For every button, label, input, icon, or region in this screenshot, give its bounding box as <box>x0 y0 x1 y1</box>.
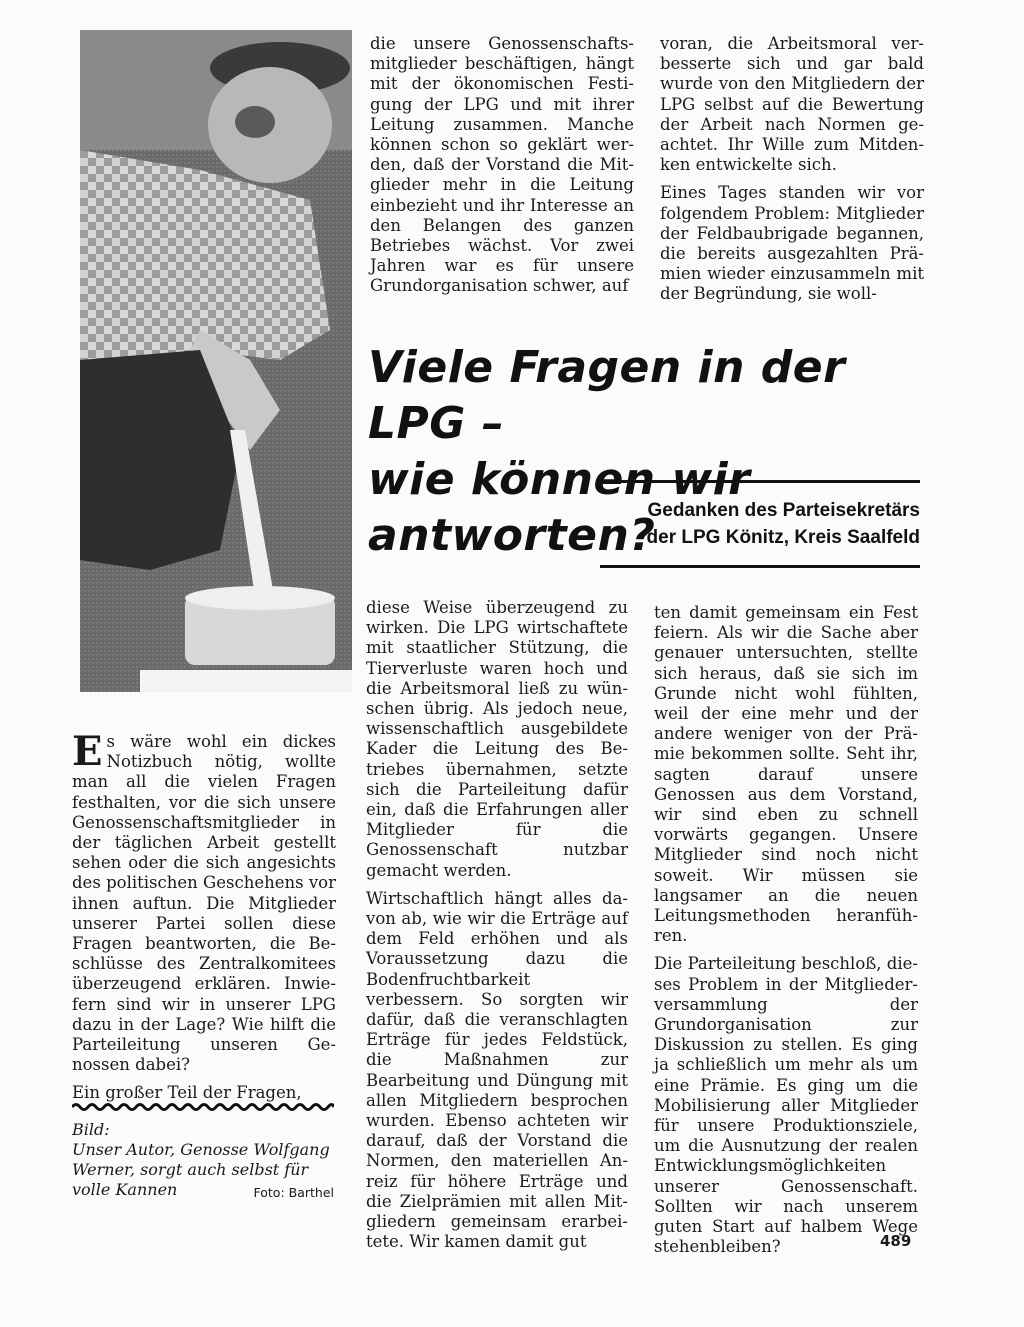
photo-illustration <box>80 30 352 692</box>
caption-label: Bild: <box>72 1120 110 1139</box>
headline-line-2: wie können wir antworten? <box>368 454 751 561</box>
top-right-column <box>660 34 924 313</box>
headline-line-1: Viele Fragen in der LPG – <box>368 342 846 449</box>
text-paragraph: voran, die Arbeitsmoral verbesserte sich und gar bald wurde von den Mitgliedern der LPG selbst auf die Bewertung der Arbeit nach Normen geachtet. Ihr Wille zum Mitdenken entwickelte sich. <box>660 34 924 175</box>
wavy-divider <box>72 1102 334 1112</box>
text-paragraph: Wirtschaftlich hängt alles davon ab, wie wir die Erträge auf dem Feld erhöhen und als Voraussetzung dazu die Bodenfruchtbarkeit verbessern. So sorgten wir dafür, daß die veranschlagten Erträge für jedes Feldstück, die Maßnahmen zur Bearbeitung und Düngung mit allen Mitgliedern besprochen wurden. Ebenso achteten wir darauf, daß der Vorstand die Normen, den materiellen Anreiz für höhere Erträge und die Zielprämien mit allen Mitgliedern gemeinsam erarbeitete. Wir kamen damit gut <box>366 888 628 1252</box>
text-paragraph: diese Weise überzeugend zu wirken. Die LPG wirtschaftete mit staatlicher Stützung, die Tierverluste waren hoch und die Arbeitsmoral ließ zu wünschen übrig. Als jedoch neue, wissenschaftlich ausgebildete Kader die Leitung des Betriebes übernahmen, setzte sich die Parteileitung dafür ein, daß die Erfahrungen aller Mitglieder für die Genossenschaft nutzbar gemacht werden. <box>366 598 628 880</box>
photo-caption <box>72 1120 334 1203</box>
text-paragraph: Die Parteileitung beschloß, dieses Problem in der Mitgliederversammlung der Grundorganisation zur Diskussion zu stellen. Es ging ja schließlich um mehr als um eine Prämie. Es ging um die Mobilisierung aller Mitglieder für unsere Produktionsziele, um die Ausnutzung der realen Entwicklungsmöglichkeiten unserer Genossenschaft. Sollten wir nach unserem guten Start auf halbem Wege stehenbleiben? <box>654 954 918 1257</box>
subheadline-line-1: Gedanken des Parteisekretärs <box>647 500 920 521</box>
subheadline-line-2: der LPG Könitz, Kreis Saalfeld <box>646 527 920 548</box>
caption-text <box>72 1140 334 1200</box>
right-column <box>654 603 918 1266</box>
paragraph-text: s wäre wohl ein dickes Notizbuch nötig, wollte man all die vielen Fragen festhalten, vor die sich unsere Genossenschaftsmitglieder in der täglichen Arbeit gestellt sehen oder die sich angesichts des politischen Geschehens vor ihnen auftun. Die Mitglieder unserer Partei sollen diese Fragen beantworten, die Beschlüsse des Zentralkomitees überzeugend erklären. Inwiefern sind wir in unserer LPG dazu in der Lage? Wie hilft die Parteileitung unseren Genossen dabei? <box>72 732 336 1075</box>
author-photo <box>80 30 352 692</box>
text-paragraph: die unsere Genossenschaftsmitglieder beschäftigen, hängt mit der ökonomischen Festigung der LPG und mit ihrer Leitung zusammen. Manche können schon so geklärt werden, daß der Vorstand die Mitglieder mehr in die Leitung einbezieht und ihr Interesse an den Belangen des ganzen Betriebes wächst. Vor zwei Jahren war es für unsere Grundorganisation schwer, auf <box>370 34 634 296</box>
middle-column <box>366 598 628 1261</box>
dropcap: E <box>72 728 103 775</box>
text-paragraph: ten damit gemeinsam ein Fest feiern. Als wir die Sache aber genauer untersuchten, stellte sich heraus, daß sie sich im Grunde nicht wohl fühlten, weil der eine mehr und der andere weniger von der Prämie bekommen sollte. Seht ihr, sagten darauf unsere Genossen aus dem Vorstand, wir sind eben zu schnell vorwärts gegangen. Unsere Mitglieder sind noch nicht soweit. Wir müssen sie langsamer an die neuen Leitungsmethoden heranführen. <box>654 603 918 946</box>
text-paragraph <box>72 728 336 1075</box>
top-middle-column <box>370 34 634 305</box>
caption-body: Unser Autor, Genosse Wolfgang Werner, sorgt auch selbst für volle Kannen <box>72 1140 330 1199</box>
photo-credit: Foto: Barthel <box>253 1185 334 1200</box>
subheadline <box>600 480 920 568</box>
text-paragraph: Eines Tages standen wir vor folgendem Problem: Mitglieder der Feldbaubrigade begannen, die bereits ausgezahlten Prämien wieder einzusammeln mit der Begründung, sie woll- <box>660 183 924 304</box>
page-number: 489 <box>880 1232 912 1250</box>
left-column <box>72 728 336 1112</box>
text-paragraph: Ein großer Teil der Fragen, <box>72 1083 302 1103</box>
